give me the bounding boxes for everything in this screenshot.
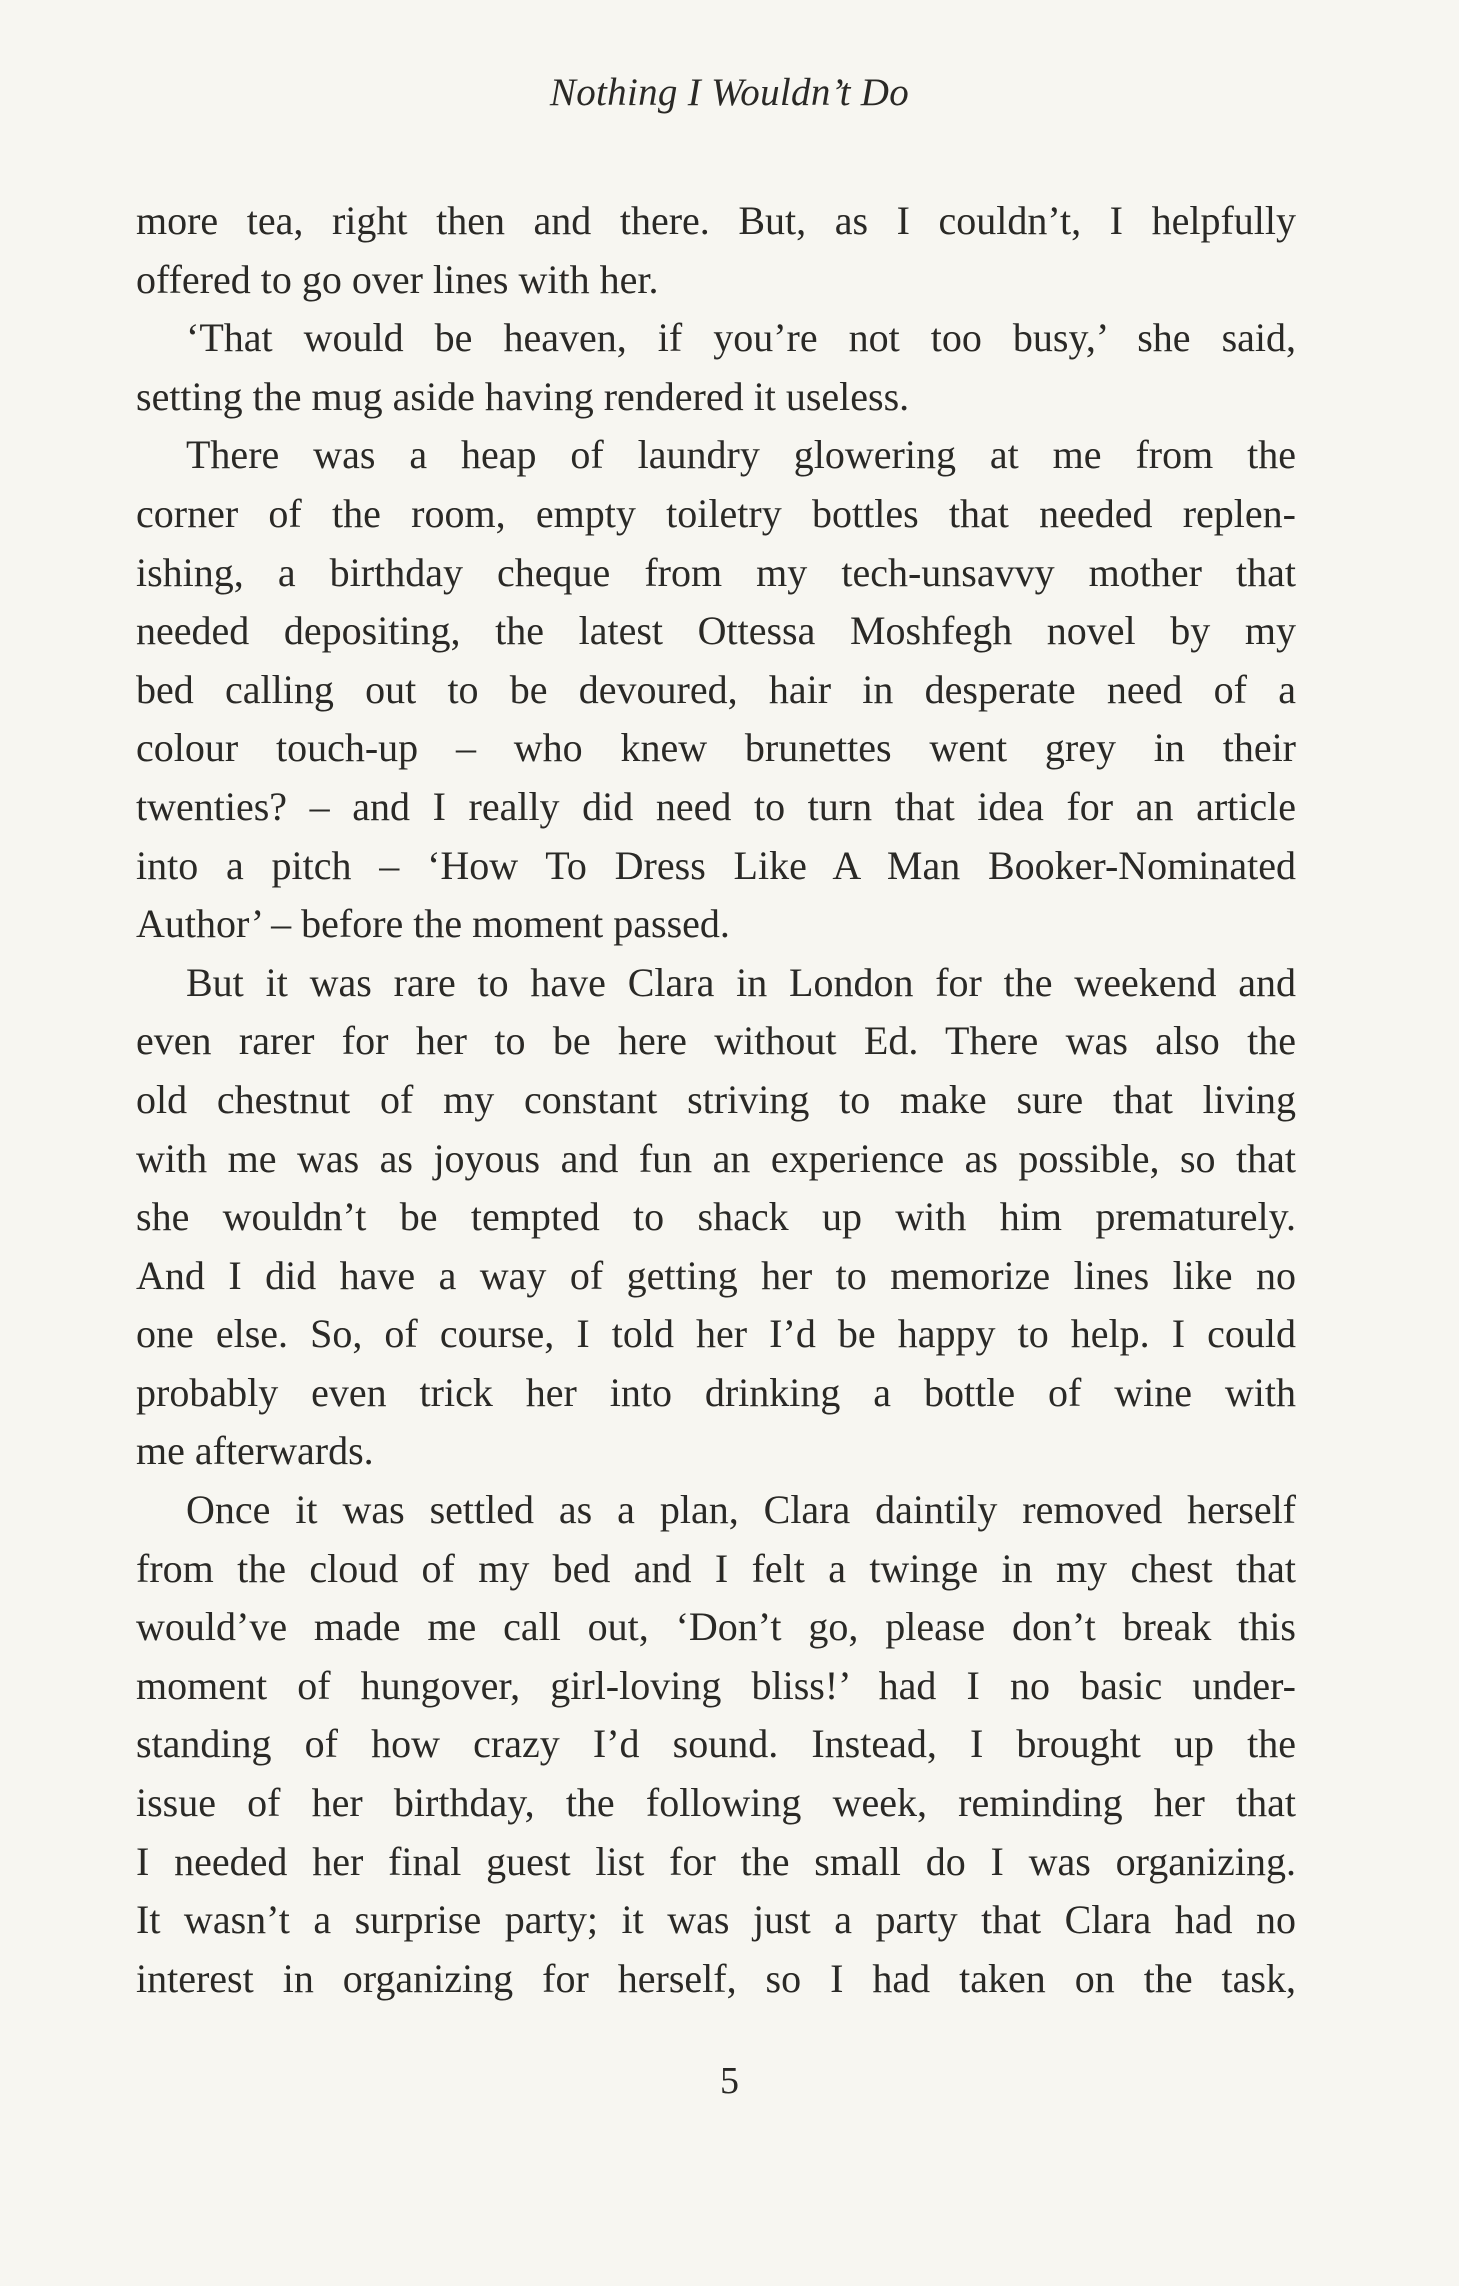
text-line: setting the mug aside having rendered it useless. [136,373,910,419]
text-line: more tea, right then and there. But, as I couldn’t, I helpfully [136,198,1296,243]
text-line: There was a heap of laundry glowering at me from the [186,432,1296,478]
text-line: into a pitch – ‘How To Dress Like A Man Booker-Nominated [136,842,1296,888]
text-line: It wasn’t a surprise party; it was just a party that Clara had no [136,1897,1296,1943]
text-line: corner of the room, empty toiletry bottles that needed replen- [136,490,1296,536]
body-text [136,192,1296,2008]
text-line: twenties? – and I really did need to turn that idea for an article [136,783,1296,829]
text-line: probably even trick her into drinking a bottle of wine with [136,1369,1296,1415]
text-line: she wouldn’t be tempted to shack up with him prematurely. [136,1194,1296,1240]
text-line: And I did have a way of getting her to memorize lines like no [136,1252,1296,1298]
text-line: I needed her final guest list for the small do I was organizing. [136,1838,1296,1884]
paragraph [136,954,1296,1481]
text-line: issue of her birthday, the following week, reminding her that [136,1780,1296,1826]
text-line: from the cloud of my bed and I felt a twinge in my chest that [136,1545,1296,1591]
text-line: old chestnut of my constant striving to make sure that living [136,1076,1296,1122]
text-line: But it was rare to have Clara in London for the weekend and [186,959,1296,1005]
text-line: me afterwards. [136,1428,374,1474]
text-line: one else. So, of course, I told her I’d be happy to help. I could [136,1311,1296,1357]
text-line: bed calling out to be devoured, hair in desperate need of a [136,666,1296,712]
text-line: needed depositing, the latest Ottessa Moshfegh novel by my [136,608,1296,654]
text-line: ‘That would be heaven, if you’re not too busy,’ she said, [186,315,1296,361]
paragraph [136,1481,1296,2008]
paragraph [136,192,1296,309]
text-line: moment of hungover, girl-loving bliss!’ had I no basic under- [136,1662,1296,1708]
paragraph [136,426,1296,953]
text-line: ishing, a birthday cheque from my tech-unsavvy mother that [136,549,1296,595]
text-line: standing of how crazy I’d sound. Instead, I brought up the [136,1721,1296,1767]
text-line: would’ve made me call out, ‘Don’t go, please don’t break this [136,1604,1296,1650]
text-line: offered to go over lines with her. [136,256,659,302]
running-head: Nothing I Wouldn’t Do [549,71,910,114]
text-line: interest in organizing for herself, so I had taken on the task, [136,1955,1296,2001]
text-line: colour touch-up – who knew brunettes went grey in their [136,725,1296,771]
text-line: Once it was settled as a plan, Clara daintily removed herself [186,1487,1296,1533]
page-number: 5 [720,2060,739,2102]
text-line: with me was as joyous and fun an experience as possible, so that [136,1135,1296,1181]
text-line: Author’ – before the moment passed. [136,901,730,947]
paragraph [136,309,1296,426]
text-line: even rarer for her to be here without Ed. There was also the [136,1018,1296,1064]
